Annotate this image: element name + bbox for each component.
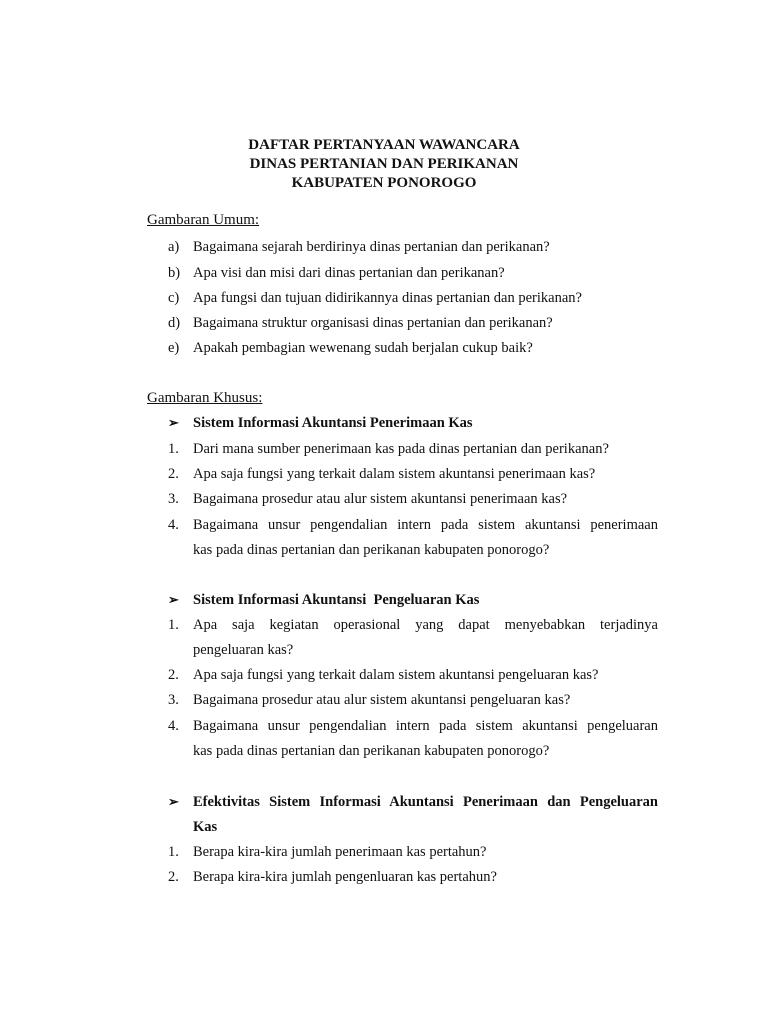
title-line-2: DINAS PERTANIAN DAN PERIKANAN [249, 156, 519, 172]
item-text: Bagaimana unsur pengendalian intern pada sistem akuntansi pengeluaran [193, 718, 658, 734]
list-item [0, 238, 768, 256]
list-item [0, 516, 768, 534]
list-item-continuation [0, 541, 768, 559]
section-title [0, 414, 768, 432]
item-marker: 2. [168, 667, 179, 683]
item-marker: 4. [168, 718, 179, 734]
list-item [0, 440, 768, 458]
item-marker: 1. [168, 844, 179, 860]
item-text: kas pada dinas pertanian dan perikanan kabupaten ponorogo? [193, 542, 550, 558]
list-item [0, 289, 768, 307]
section-title [0, 793, 768, 811]
section-title-text: Sistem Informasi Akuntansi Penerimaan Kas [193, 415, 473, 431]
item-marker: a) [168, 239, 180, 255]
arrow-bullet-icon: ➢ [168, 794, 179, 809]
item-marker: 1. [168, 617, 179, 633]
item-marker: c) [168, 290, 180, 306]
item-text: Bagaimana unsur pengendalian intern pada sistem akuntansi penerimaan [193, 517, 658, 533]
item-marker: 4. [168, 517, 179, 533]
section-title-text: Sistem Informasi Akuntansi Pengeluaran Kas [193, 592, 480, 608]
item-marker: 3. [168, 491, 179, 507]
item-text: pengeluaran kas? [193, 642, 294, 658]
title-line-1: DAFTAR PERTANYAAN WAWANCARA [248, 137, 520, 153]
item-text: Dari mana sumber penerimaan kas pada dinas pertanian dan perikanan? [193, 441, 609, 457]
list-item [0, 314, 768, 332]
item-text: Apa saja fungsi yang terkait dalam sistem akuntansi penerimaan kas? [193, 466, 596, 482]
list-item [0, 843, 768, 861]
list-item [0, 616, 768, 634]
item-text: Apa saja kegiatan operasional yang dapat menyebabkan terjadinya [193, 617, 658, 633]
item-marker: 1. [168, 441, 179, 457]
title-line-3: KABUPATEN PONOROGO [291, 175, 477, 191]
item-marker: 2. [168, 869, 179, 885]
section-title-continuation [0, 818, 768, 836]
item-text: Apa saja fungsi yang terkait dalam sistem akuntansi pengeluaran kas? [193, 667, 599, 683]
heading-gambaran-umum: Gambaran Umum: [147, 212, 260, 228]
item-text: Berapa kira-kira jumlah penerimaan kas pertahun? [193, 844, 487, 860]
item-text: Berapa kira-kira jumlah pengenluaran kas pertahun? [193, 869, 497, 885]
item-text: Bagaimana prosedur atau alur sistem akuntansi pengeluaran kas? [193, 692, 571, 708]
list-item [0, 490, 768, 508]
arrow-bullet-icon: ➢ [168, 592, 179, 607]
item-marker: 3. [168, 692, 179, 708]
list-item [0, 339, 768, 357]
list-item [0, 264, 768, 282]
list-item-continuation [0, 742, 768, 760]
document-title [0, 136, 768, 193]
item-marker: e) [168, 340, 180, 356]
arrow-bullet-icon: ➢ [168, 415, 179, 430]
item-text: Apa fungsi dan tujuan didirikannya dinas pertanian dan perikanan? [193, 290, 582, 306]
list-item [0, 465, 768, 483]
section-title-text: Kas [193, 819, 218, 835]
list-item [0, 691, 768, 709]
list-item [0, 717, 768, 735]
list-item [0, 666, 768, 684]
section-title [0, 591, 768, 609]
item-text: Apa visi dan misi dari dinas pertanian dan perikanan? [193, 265, 505, 281]
section-title-text: Efektivitas Sistem Informasi Akuntansi Penerimaan dan Pengeluaran [193, 794, 658, 810]
item-text: Bagaimana prosedur atau alur sistem akuntansi penerimaan kas? [193, 491, 568, 507]
list-item-continuation [0, 641, 768, 659]
item-text: Bagaimana struktur organisasi dinas pertanian dan perikanan? [193, 315, 553, 331]
item-text: kas pada dinas pertanian dan perikanan kabupaten ponorogo? [193, 743, 550, 759]
item-text: Apakah pembagian wewenang sudah berjalan cukup baik? [193, 340, 533, 356]
item-marker: b) [168, 265, 181, 281]
item-text: Bagaimana sejarah berdirinya dinas pertanian dan perikanan? [193, 239, 550, 255]
heading-gambaran-khusus: Gambaran Khusus: [147, 390, 263, 406]
list-item [0, 868, 768, 886]
item-marker: 2. [168, 466, 179, 482]
item-marker: d) [168, 315, 181, 331]
